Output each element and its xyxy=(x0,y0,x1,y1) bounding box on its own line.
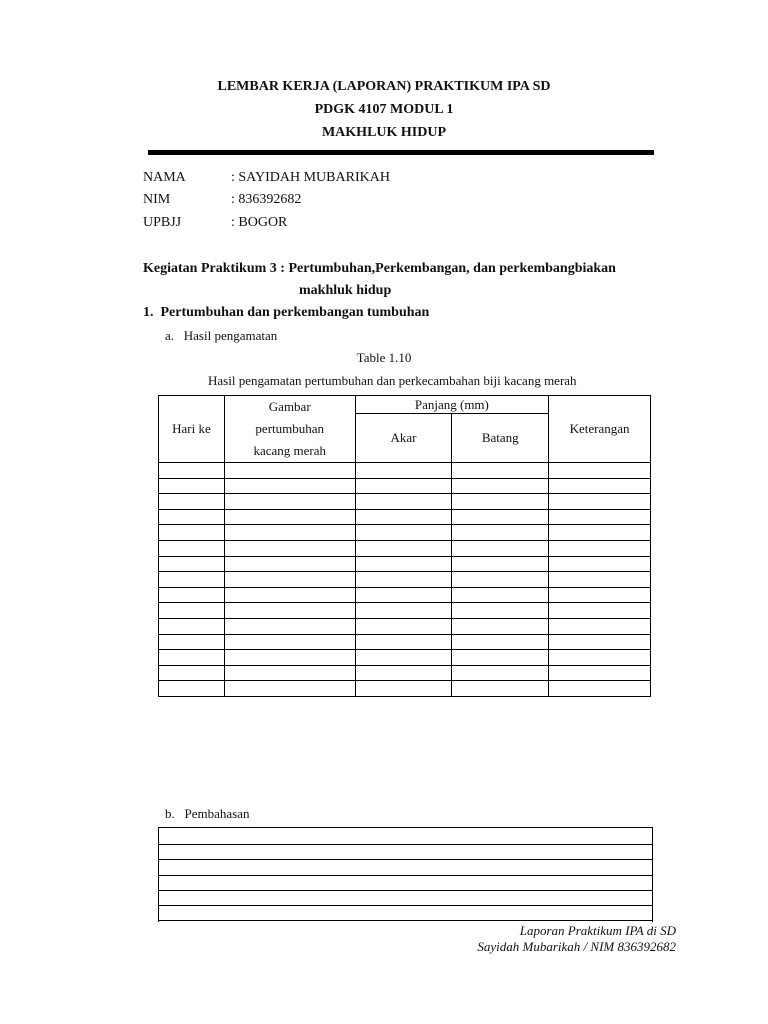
table-cell xyxy=(355,463,452,479)
header-image xyxy=(224,396,355,463)
table-cell xyxy=(224,572,355,588)
table-cell xyxy=(549,665,651,681)
table-cell xyxy=(549,650,651,666)
upbjj-value: : BOGOR xyxy=(231,215,288,230)
table-cell xyxy=(355,681,452,697)
table-row xyxy=(159,572,651,588)
section-heading: 1. Pertumbuhan dan perkembangan tumbuhan xyxy=(143,305,430,320)
header-image-line1: Gambar xyxy=(268,399,311,414)
header-image-line2: pertumbuhan xyxy=(255,421,325,436)
table-row xyxy=(159,494,651,510)
table-cell xyxy=(549,478,651,494)
activity-title-cont: makhluk hidup xyxy=(299,283,392,298)
table-cell xyxy=(452,509,549,525)
table-cell xyxy=(224,618,355,634)
table-cell xyxy=(549,572,651,588)
table-cell xyxy=(224,556,355,572)
table-cell xyxy=(452,525,549,541)
table-cell xyxy=(549,463,651,479)
table-cell xyxy=(159,556,225,572)
table-cell xyxy=(355,650,452,666)
table-cell xyxy=(452,572,549,588)
discussion-line xyxy=(158,890,652,891)
footer-line2: Sayidah Mubarikah / NIM 836392682 xyxy=(477,939,676,954)
table-cell xyxy=(224,478,355,494)
table-cell xyxy=(224,650,355,666)
table-cell xyxy=(355,509,452,525)
discussion-line xyxy=(158,844,652,845)
table-cell xyxy=(159,494,225,510)
table-row xyxy=(159,681,651,697)
table-row xyxy=(159,634,651,650)
table-cell xyxy=(452,603,549,619)
table-body xyxy=(159,463,651,697)
table-cell xyxy=(355,665,452,681)
table-cell xyxy=(355,587,452,603)
footer xyxy=(477,923,676,955)
table-row xyxy=(159,618,651,634)
table-cell xyxy=(355,494,452,510)
table-cell xyxy=(355,618,452,634)
table-cell xyxy=(549,509,651,525)
table-cell xyxy=(224,540,355,556)
discussion-line xyxy=(158,905,652,906)
table-cell xyxy=(355,525,452,541)
table-cell xyxy=(224,603,355,619)
table-cell xyxy=(224,665,355,681)
header-image-line3: kacang merah xyxy=(253,443,326,458)
table-row xyxy=(159,665,651,681)
table-cell xyxy=(224,525,355,541)
table-cell xyxy=(159,463,225,479)
observation-table xyxy=(158,395,651,697)
nim-value: : 836392682 xyxy=(231,192,302,207)
table-cell xyxy=(452,494,549,510)
table-cell xyxy=(452,618,549,634)
table-cell xyxy=(549,556,651,572)
table-cell xyxy=(159,572,225,588)
table-cell xyxy=(452,681,549,697)
table-cell xyxy=(159,650,225,666)
table-cell xyxy=(355,478,452,494)
table-cell xyxy=(159,665,225,681)
table-cell xyxy=(452,587,549,603)
title-divider xyxy=(148,150,654,155)
table-cell xyxy=(159,525,225,541)
table-cell xyxy=(549,587,651,603)
table-cell xyxy=(159,618,225,634)
table-cell xyxy=(452,556,549,572)
table-row xyxy=(159,509,651,525)
table-cell xyxy=(549,634,651,650)
table-cell xyxy=(549,681,651,697)
doc-title-line2: PDGK 4107 MODUL 1 xyxy=(314,102,454,117)
table-caption: Table 1.10 xyxy=(356,350,412,365)
table-cell xyxy=(159,681,225,697)
table-cell xyxy=(549,494,651,510)
table-row xyxy=(159,650,651,666)
table-cell xyxy=(452,463,549,479)
table-cell xyxy=(224,681,355,697)
table-cell xyxy=(159,587,225,603)
table-row xyxy=(159,525,651,541)
table-cell xyxy=(159,603,225,619)
table-cell xyxy=(355,556,452,572)
activity-title: Kegiatan Praktikum 3 : Pertumbuhan,Perkembangan, dan perkembangbiakan xyxy=(143,261,616,276)
name-value: : SAYIDAH MUBARIKAH xyxy=(231,170,390,185)
table-cell xyxy=(159,634,225,650)
subsection-b: b. Pembahasan xyxy=(165,806,250,821)
table-row xyxy=(159,463,651,479)
table-cell xyxy=(452,634,549,650)
table-cell xyxy=(224,634,355,650)
nim-label: NIM xyxy=(143,192,171,207)
table-cell xyxy=(159,509,225,525)
table-cell xyxy=(549,603,651,619)
table-cell xyxy=(159,540,225,556)
subsection-a: a. Hasil pengamatan xyxy=(165,328,278,343)
header-day: Hari ke xyxy=(159,396,225,463)
table-row xyxy=(159,556,651,572)
header-stem: Batang xyxy=(452,414,549,463)
table-cell xyxy=(224,587,355,603)
table-title: Hasil pengamatan pertumbuhan dan perkecambahan biji kacang merah xyxy=(208,373,577,388)
table-cell xyxy=(355,603,452,619)
table-cell xyxy=(549,618,651,634)
table-cell xyxy=(549,540,651,556)
table-cell xyxy=(452,650,549,666)
table-cell xyxy=(224,463,355,479)
header-notes: Keterangan xyxy=(549,396,651,463)
discussion-line xyxy=(158,859,652,860)
header-root: Akar xyxy=(355,414,452,463)
table-cell xyxy=(452,540,549,556)
discussion-line xyxy=(158,920,652,921)
upbjj-label: UPBJJ xyxy=(143,215,182,230)
name-label: NAMA xyxy=(143,170,186,185)
table-cell xyxy=(549,525,651,541)
table-row xyxy=(159,540,651,556)
table-cell xyxy=(224,509,355,525)
doc-title-line3: MAKHLUK HIDUP xyxy=(321,125,447,140)
table-cell xyxy=(355,634,452,650)
table-row xyxy=(159,603,651,619)
table-cell xyxy=(452,478,549,494)
doc-title-line1: LEMBAR KERJA (LAPORAN) PRAKTIKUM IPA SD xyxy=(217,79,551,94)
table-row xyxy=(159,587,651,603)
table-cell xyxy=(355,540,452,556)
table-cell xyxy=(355,572,452,588)
footer-line1: Laporan Praktikum IPA di SD xyxy=(519,923,676,938)
discussion-line xyxy=(158,875,652,876)
table-cell xyxy=(159,478,225,494)
table-row xyxy=(159,478,651,494)
table-cell xyxy=(224,494,355,510)
table-cell xyxy=(452,665,549,681)
header-length: Panjang (mm) xyxy=(355,396,549,414)
